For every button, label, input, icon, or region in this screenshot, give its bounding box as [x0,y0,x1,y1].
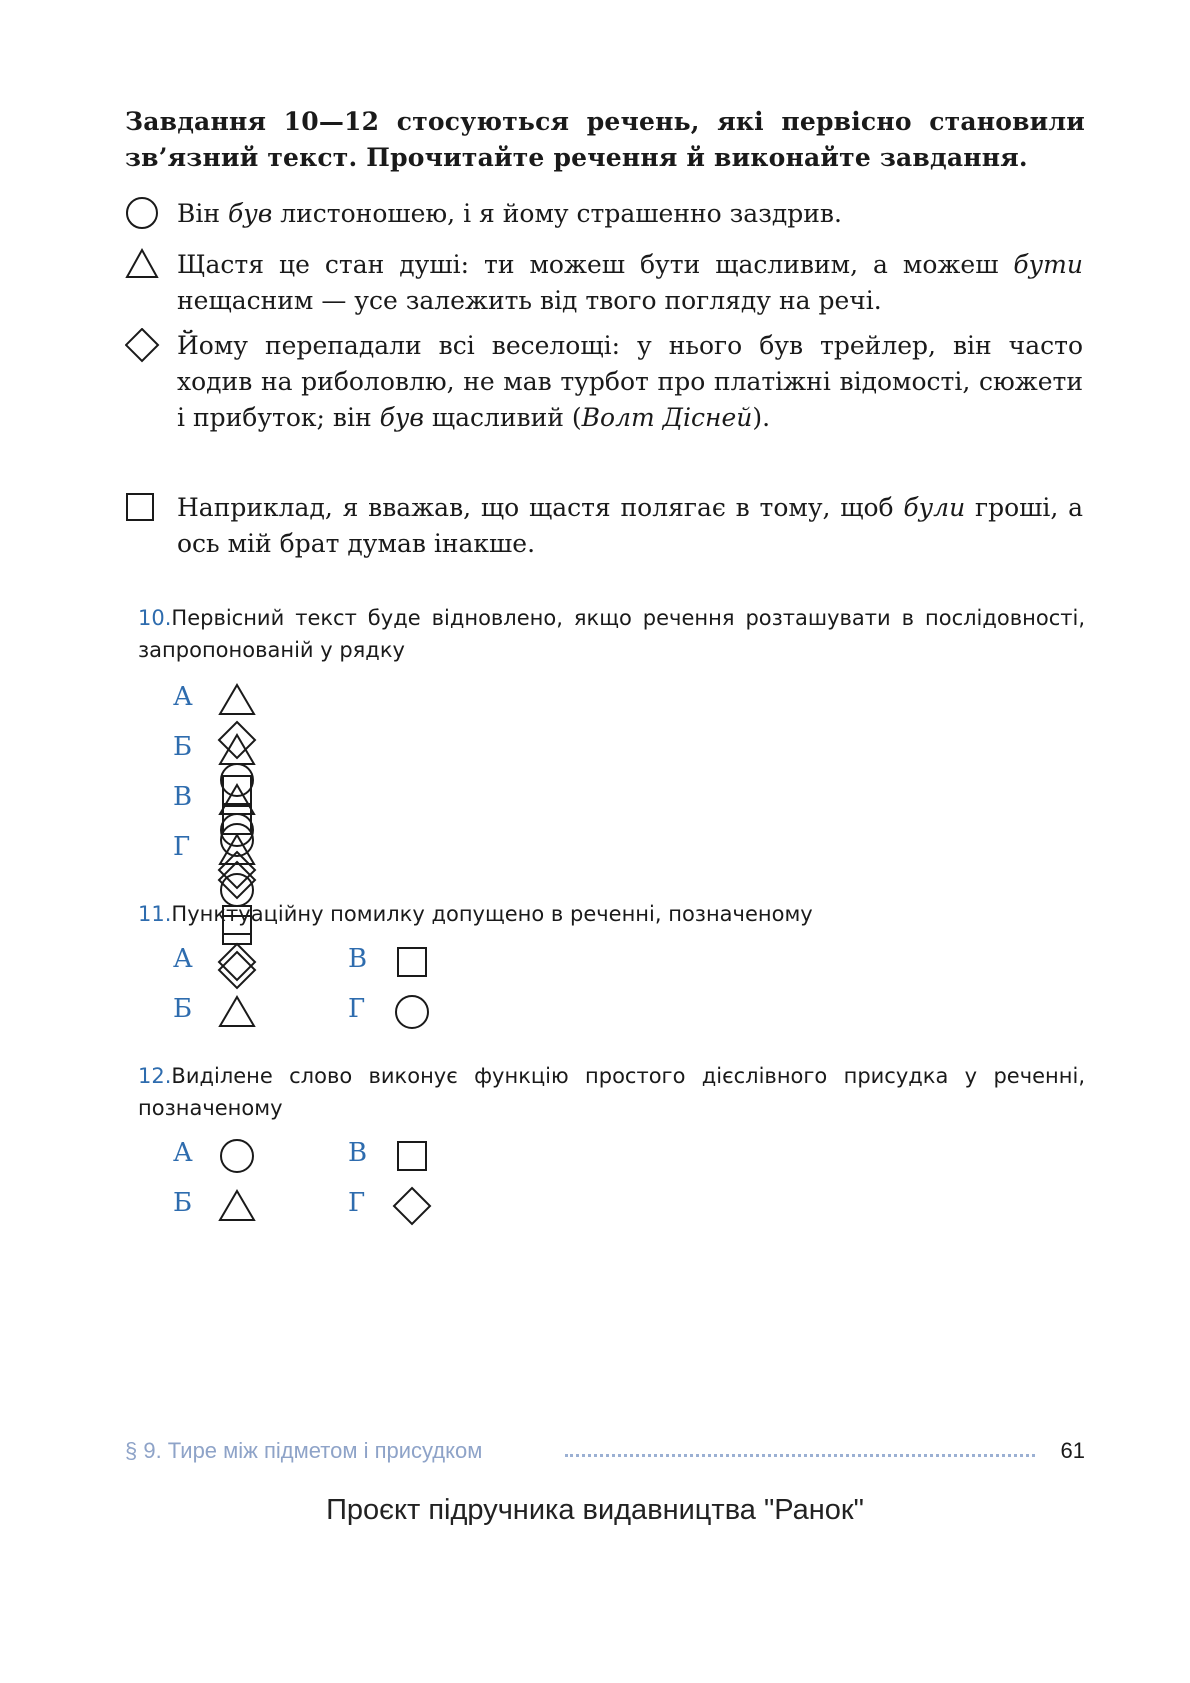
option-letter: Б [173,994,193,1024]
option-letter: А [173,1138,193,1168]
sentence-square [125,490,1085,562]
triangle-icon [217,780,257,820]
triangle-icon [217,730,257,770]
triangle-icon [217,830,257,870]
square-icon [392,1136,432,1176]
option-letter: В [173,782,193,812]
sentence-text: Він був листоношею, і я йому страшенно заздрив. [177,199,842,228]
square-icon [125,490,165,530]
highlighted-word: були [903,493,966,522]
square-icon [392,942,432,982]
triangle-icon [125,247,165,287]
task-intro: Завдання 10—12 стосуються речень, які первісно становили зв’язний текст. Прочитайте речення й виконайте завдання. [125,107,1085,172]
triangle-icon [217,992,257,1032]
circle-icon [392,992,432,1032]
option-letter: Г [173,832,191,862]
sentence-text: Щастя це стан душі: ти можеш бути щасливим, а можеш бути нещасним — усе залежить від твого погляду на речі. [177,250,1083,315]
option-letter: Б [173,732,193,762]
option-letter: В [348,1138,368,1168]
diamond-icon [125,328,165,368]
question-text: Виділене слово виконує функцію простого дієслівного присудка у реченні, позначеному [138,1064,1085,1120]
option-letter: А [173,682,193,712]
question-12 [138,1060,1085,1124]
highlighted-word: був [227,199,273,228]
author-name: Волт Дісней [581,403,753,432]
option-letter: В [348,944,368,974]
sentence-text: Йому перепадали всі веселощі: у нього був трейлер, він часто ходив на риболовлю, не мав турбот про платіжні відомості, сюжети і прибуток; він був щасливий (Волт Дісней). [177,331,1083,432]
question-number: 11. [138,902,172,926]
sentence-circle [125,196,1085,236]
question-number: 10. [138,606,172,630]
footer-dotted-leader [565,1454,1035,1457]
sentence-triangle [125,247,1085,319]
triangle-icon [217,1186,257,1226]
option-letter: А [173,944,193,974]
question-text: Первісний текст буде відновлено, якщо речення розташувати в послідовності, запропонованій у рядку [138,606,1085,662]
page-footer [125,1438,1085,1470]
circle-icon [217,1136,257,1176]
question-10 [138,602,1085,666]
publisher-watermark: Проєкт підручника видавництва "Ранок" [326,1494,864,1526]
sentence-diamond [125,328,1085,472]
option-letter: Б [173,1188,193,1218]
circle-icon [125,196,165,236]
option-letter: Г [348,994,366,1024]
diamond-icon [392,1186,432,1226]
triangle-icon [217,680,257,720]
section-title: § 9. Тире між підметом і присудком [125,1438,483,1463]
option-letter: Г [348,1188,366,1218]
sentence-text: Наприклад, я вважав, що щастя полягає в тому, щоб були гроші, а ось мій брат думав інакше. [177,493,1083,558]
highlighted-word: бути [1013,250,1083,279]
question-number: 12. [138,1064,172,1088]
question-text: Пунктуаційну помилку допущено в реченні, позначеному [171,902,813,926]
question-11 [138,898,1085,930]
diamond-icon [217,942,257,982]
page-number: 61 [1060,1438,1085,1463]
highlighted-word: був [379,403,424,432]
